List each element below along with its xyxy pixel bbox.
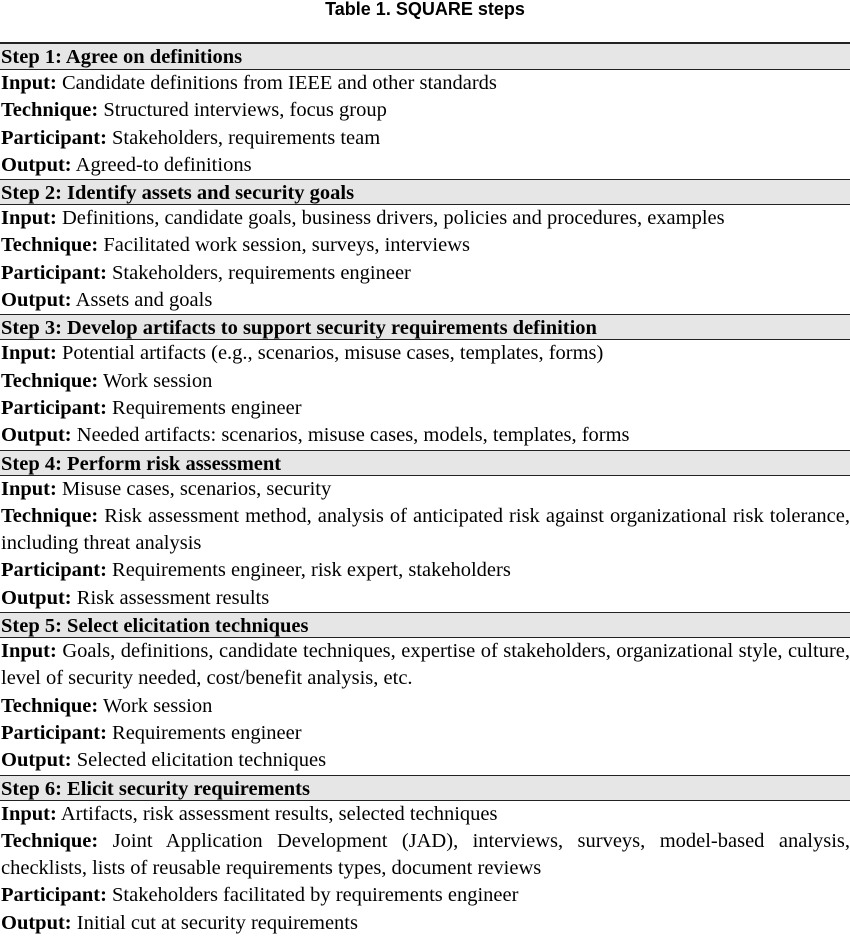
input-label: Input: (1, 477, 57, 500)
step-4-header: Step 4: Perform risk assessment (0, 450, 850, 476)
step-5-participant-row (0, 720, 850, 747)
technique-label: Technique: (1, 369, 99, 392)
input-value: Artifacts, risk assessment results, selected techniques (60, 802, 498, 825)
participant-value: Stakeholders facilitated by requirements engineer (112, 884, 519, 907)
technique-value: Joint Application Development (JAD), interviews, surveys, model-based analysis, checklists, lists of reusable requirements types, document reviews (1, 829, 850, 880)
input-label: Input: (1, 640, 57, 663)
output-label: Output: (1, 424, 72, 447)
step-2-technique-row (0, 232, 850, 259)
step-4-output-row (0, 585, 850, 612)
technique-label: Technique: (1, 234, 99, 257)
input-value: Goals, definitions, candidate techniques, expertise of stakeholders, organizational style, culture, level of security needed, cost/benefit analysis, etc. (1, 640, 850, 690)
output-value: Agreed-to definitions (75, 153, 252, 176)
step-6-output-row (0, 910, 850, 937)
participant-label: Participant: (1, 261, 107, 284)
participant-label: Participant: (1, 721, 107, 744)
output-label: Output: (1, 289, 72, 312)
input-value: Candidate definitions from IEEE and other standards (61, 72, 497, 94)
technique-value: Risk assessment method, analysis of anticipated risk against organizational risk tolerance, including threat analysis (1, 504, 850, 555)
step-1-participant-row (0, 125, 850, 152)
input-value: Potential artifacts (e.g., scenarios, misuse cases, templates, forms) (61, 342, 604, 365)
output-value: Risk assessment results (76, 586, 270, 609)
participant-label: Participant: (1, 884, 107, 907)
technique-label: Technique: (1, 694, 99, 717)
step-1-output-row (0, 152, 850, 179)
output-label: Output: (1, 153, 72, 176)
output-value: Needed artifacts: scenarios, misuse cases, models, templates, forms (76, 424, 630, 447)
participant-value: Stakeholders, requirements team (112, 126, 381, 149)
step-5-input-row (0, 638, 850, 693)
participant-label: Participant: (1, 396, 107, 419)
output-label: Output: (1, 911, 72, 934)
step-5-technique-row (0, 693, 850, 720)
step-3-technique-row (0, 368, 850, 395)
output-label: Output: (1, 586, 72, 609)
output-label: Output: (1, 749, 72, 772)
step-4-technique-row (0, 503, 850, 558)
technique-value: Facilitated work session, surveys, interviews (103, 234, 471, 257)
table-caption: Table 1. SQUARE steps (325, 0, 525, 19)
step-4-input-row (0, 476, 850, 503)
participant-value: Requirements engineer (112, 721, 302, 744)
input-label: Input: (1, 802, 57, 825)
step-1-technique-row (0, 97, 850, 124)
step-3-header: Step 3: Develop artifacts to support security requirements definition (0, 314, 850, 340)
step-6-input-row (0, 801, 850, 828)
step-2-input-row (0, 205, 850, 232)
output-value: Initial cut at security requirements (76, 911, 358, 934)
step-5-header: Step 5: Select elicitation techniques (0, 612, 850, 638)
step-6-technique-row (0, 828, 850, 883)
step-6-header: Step 6: Elicit security requirements (0, 775, 850, 801)
step-6-participant-row (0, 882, 850, 909)
input-value: Misuse cases, scenarios, security (61, 477, 332, 500)
square-steps-table (0, 42, 850, 937)
step-2-header: Step 2: Identify assets and security goals (0, 179, 850, 205)
technique-label: Technique: (1, 829, 99, 852)
technique-value: Work session (102, 369, 213, 392)
output-value: Assets and goals (75, 289, 213, 312)
input-label: Input: (1, 72, 57, 94)
step-3-participant-row (0, 395, 850, 422)
input-label: Input: (1, 342, 57, 365)
participant-value: Stakeholders, requirements engineer (112, 261, 411, 284)
participant-value: Requirements engineer, risk expert, stakeholders (112, 559, 511, 582)
participant-label: Participant: (1, 126, 107, 149)
technique-label: Technique: (1, 99, 99, 122)
step-5-output-row (0, 747, 850, 774)
step-1-input-row (0, 70, 850, 97)
step-3-output-row (0, 422, 850, 449)
output-value: Selected elicitation techniques (76, 749, 327, 772)
step-3-input-row (0, 340, 850, 367)
participant-value: Requirements engineer (112, 396, 302, 419)
input-label: Input: (1, 207, 57, 230)
input-value: Definitions, candidate goals, business drivers, policies and procedures, examples (61, 207, 725, 230)
participant-label: Participant: (1, 559, 107, 582)
technique-label: Technique: (1, 504, 99, 527)
step-4-participant-row (0, 557, 850, 584)
step-2-participant-row (0, 260, 850, 287)
technique-value: Work session (102, 694, 213, 717)
step-1-header: Step 1: Agree on definitions (0, 44, 850, 70)
technique-value: Structured interviews, focus group (103, 99, 387, 122)
step-2-output-row (0, 287, 850, 314)
